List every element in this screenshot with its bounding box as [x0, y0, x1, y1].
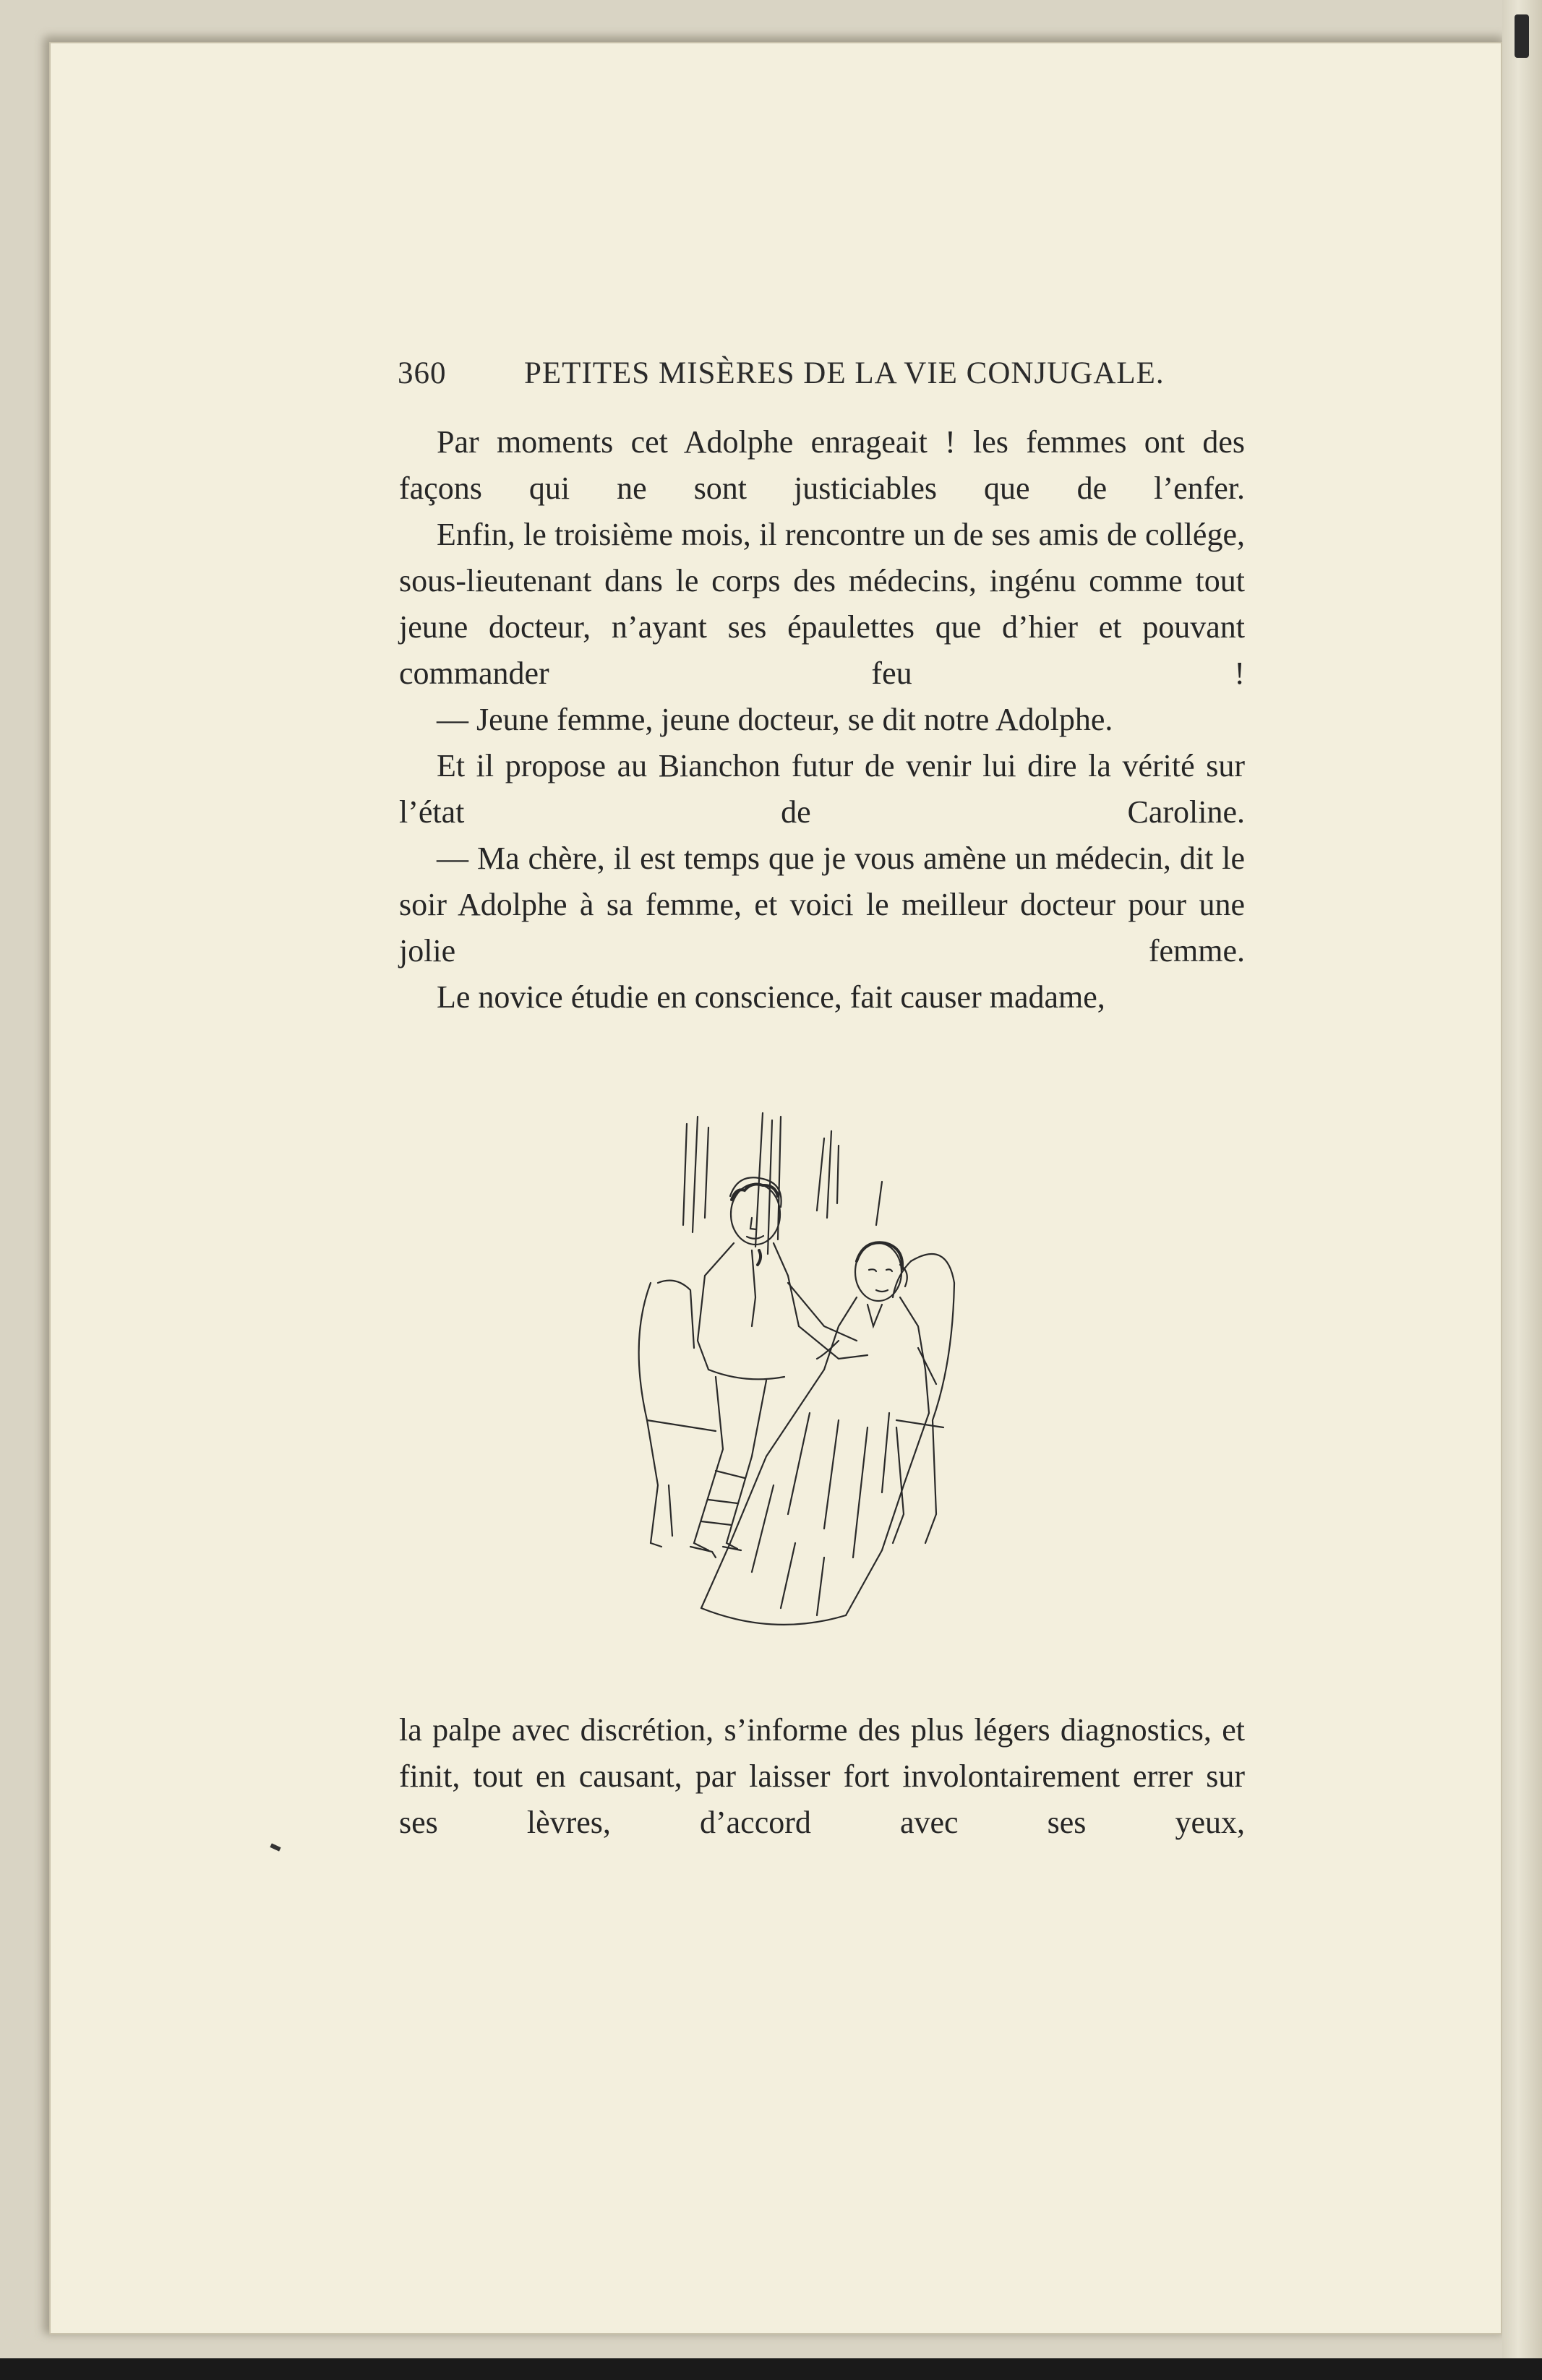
paragraph: Par moments cet Adolphe enrageait ! les femmes ont des façons qui ne sont justiciables que de l’enfer. — [399, 424, 1245, 506]
running-head — [398, 356, 1243, 391]
next-page-edge — [1502, 0, 1542, 2380]
paragraph: Le novice étudie en conscience, fait causer madame, — [437, 979, 1105, 1015]
paragraph: — Jeune femme, jeune docteur, se dit notre Adolphe. — [437, 702, 1113, 737]
edge-mark — [1515, 14, 1529, 58]
paragraph: — Ma chère, il est temps que je vous amène un médecin, dit le soir Adolphe à sa femme, et voici le meilleur docteur pour une jolie femme. — [399, 841, 1245, 968]
page-number: 360 — [398, 356, 447, 390]
text-block-top — [399, 419, 1245, 1021]
engraving-doctor-and-seated-woman-icon — [607, 1109, 1012, 1659]
scan-bottom-border — [0, 2358, 1542, 2380]
running-title: PETITES MISÈRES DE LA VIE CONJUGALE. — [524, 356, 1165, 390]
paragraph: Enfin, le troisième mois, il rencontre un de ses amis de collége, sous-lieutenant dans le corps des médecins, ingénu comme tout jeune docteur, n’ayant ses épaulettes que d’hier et pouvant commander feu ! — [399, 517, 1245, 691]
paragraph: la palpe avec discrétion, s’informe des plus légers diagnostics, et finit, tout en causant, par laisser fort involontairement errer sur ses lèvres, d’accord avec ses yeux, — [399, 1712, 1245, 1840]
paragraph: Et il propose au Bianchon futur de venir lui dire la vérité sur l’état de Caroline. — [399, 748, 1245, 830]
text-block-bottom — [399, 1707, 1245, 1846]
